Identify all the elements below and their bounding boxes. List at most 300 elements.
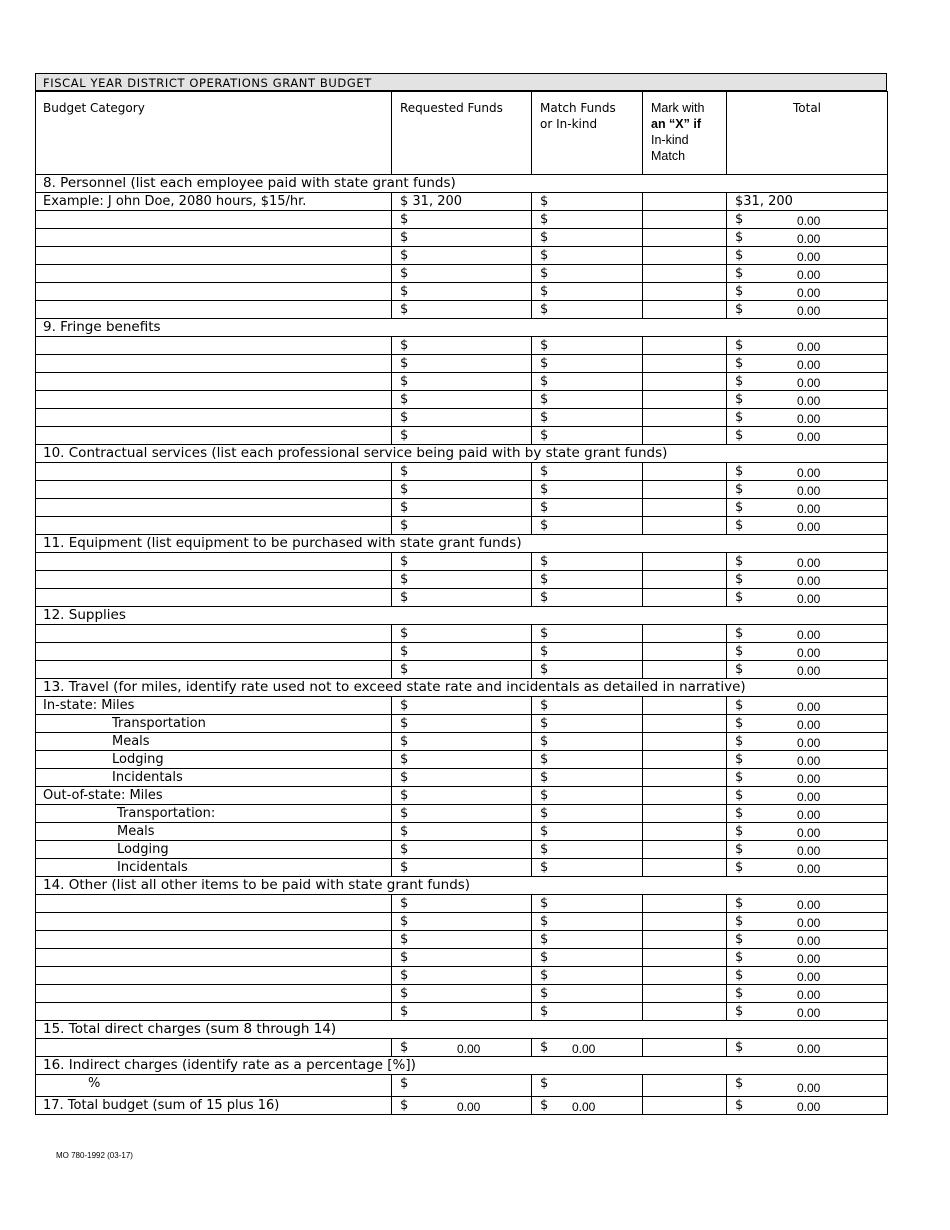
requested-funds-cell[interactable] [392,1097,532,1115]
inkind-mark-cell[interactable] [643,499,727,517]
item-description-cell[interactable] [36,589,392,607]
example-row [36,193,888,211]
budget-row [36,1039,888,1057]
currency-symbol: $ [400,230,409,245]
mark-header-line1: Mark with [651,101,705,115]
inkind-mark-cell[interactable] [643,211,727,229]
total-cell[interactable] [727,715,888,733]
requested-funds-cell[interactable] [392,967,532,985]
item-description-cell[interactable] [36,643,392,661]
match-funds-cell[interactable] [532,859,643,877]
requested-funds-cell[interactable] [392,841,532,859]
currency-symbol: $ [735,914,744,929]
total-cell[interactable] [727,661,888,679]
match-funds-cell[interactable] [532,805,643,823]
match-funds-cell[interactable] [532,1097,643,1115]
currency-symbol: $ [735,338,744,353]
total-cell[interactable] [727,1039,888,1057]
currency-symbol: $ [735,284,744,299]
currency-symbol: $ [735,968,744,983]
total-cell[interactable] [727,265,888,283]
inkind-mark-cell[interactable] [643,229,727,247]
currency-symbol: $ [400,266,409,281]
requested-funds-cell[interactable] [392,751,532,769]
budget-row [36,409,888,427]
currency-symbol: $ [735,1040,744,1055]
item-description-cell[interactable] [36,571,392,589]
inkind-mark-cell[interactable] [643,733,727,751]
currency-symbol: $ [540,572,549,587]
item-description-cell[interactable] [36,211,392,229]
item-description-cell[interactable] [36,661,392,679]
budget-row [36,337,888,355]
amount-value: 0.00 [797,376,821,390]
match-funds-cell[interactable] [532,967,643,985]
total-cell[interactable] [727,229,888,247]
currency-symbol: $ [540,986,549,1001]
item-description-cell[interactable] [36,265,392,283]
currency-symbol: $ [540,230,549,245]
total-cell[interactable] [727,805,888,823]
match-funds-cell[interactable] [532,931,643,949]
inkind-mark-cell[interactable] [643,823,727,841]
total-cell[interactable] [727,931,888,949]
currency-symbol: $ [540,896,549,911]
inkind-mark-cell[interactable] [643,373,727,391]
requested-funds-cell[interactable] [392,949,532,967]
item-label: In-state: Miles [36,697,392,715]
match-funds-cell[interactable] [532,1003,643,1021]
match-funds-cell[interactable] [532,247,643,265]
requested-funds-cell[interactable] [392,409,532,427]
match-funds-cell[interactable] [532,823,643,841]
match-funds-cell[interactable] [532,733,643,751]
currency-symbol: $ [540,698,549,713]
amount-value: 0.00 [797,394,821,408]
amount-value: 0.00 [797,214,821,228]
total-cell[interactable] [727,301,888,319]
match-funds-cell[interactable] [532,985,643,1003]
match-funds-cell[interactable] [532,337,643,355]
section-heading: 9. Fringe benefits [36,319,888,337]
inkind-mark-cell[interactable] [643,481,727,499]
inkind-mark-cell[interactable] [643,265,727,283]
inkind-mark-cell[interactable] [643,895,727,913]
inkind-mark-cell[interactable] [643,517,727,535]
total-cell[interactable] [727,1003,888,1021]
total-cell[interactable] [727,373,888,391]
currency-symbol: $ [400,914,409,929]
total-cell[interactable] [727,391,888,409]
match-funds-cell[interactable] [532,895,643,913]
amount-value: 0.00 [797,790,821,804]
requested-funds-cell[interactable] [392,787,532,805]
currency-symbol: $ [735,554,744,569]
match-funds-cell[interactable] [532,661,643,679]
amount-value: 0.00 [797,736,821,750]
inkind-mark-cell[interactable] [643,949,727,967]
total-cell[interactable] [727,211,888,229]
match-funds-cell[interactable] [532,715,643,733]
currency-symbol: $ [540,950,549,965]
item-description-cell[interactable] [36,337,392,355]
match-funds-cell[interactable] [532,283,643,301]
inkind-mark-cell[interactable] [643,985,727,1003]
total-cell[interactable] [727,589,888,607]
match-funds-cell[interactable] [532,1075,643,1097]
item-description-cell[interactable] [36,931,392,949]
item-description-cell[interactable] [36,985,392,1003]
budget-row [36,355,888,373]
total-cell[interactable] [727,571,888,589]
requested-funds-cell[interactable] [392,355,532,373]
match-funds-cell[interactable] [532,1039,643,1057]
match-funds-cell[interactable] [532,463,643,481]
currency-symbol: $ [540,338,549,353]
currency-symbol: $ [540,302,549,317]
inkind-mark-cell[interactable] [643,553,727,571]
total-cell[interactable] [727,553,888,571]
requested-funds-cell[interactable] [392,229,532,247]
match-funds-cell[interactable] [532,481,643,499]
item-description-cell[interactable] [36,553,392,571]
item-label: Transportation [36,715,392,733]
inkind-mark-cell[interactable] [643,715,727,733]
match-funds-cell[interactable] [532,643,643,661]
budget-row [36,841,888,859]
inkind-mark-cell[interactable] [643,661,727,679]
requested-funds-cell[interactable] [392,769,532,787]
currency-symbol: $ [540,914,549,929]
amount-value: 0.00 [797,754,821,768]
form-title: FISCAL YEAR DISTRICT OPERATIONS GRANT BUDGET [35,73,887,91]
budget-row [36,949,888,967]
item-description-cell[interactable] [36,913,392,931]
match-funds-cell[interactable] [532,427,643,445]
inkind-mark-cell[interactable] [643,427,727,445]
requested-funds-cell[interactable] [392,1075,532,1097]
item-description-cell[interactable] [36,355,392,373]
total-cell[interactable] [727,823,888,841]
amount-value: 0.00 [797,808,821,822]
currency-symbol: $ [540,716,549,731]
total-cell[interactable] [727,283,888,301]
total-cell[interactable] [727,913,888,931]
total-cell[interactable] [727,247,888,265]
currency-symbol: $ [540,518,549,533]
item-description-cell[interactable] [36,301,392,319]
requested-funds-cell[interactable] [392,625,532,643]
inkind-mark-cell[interactable] [643,301,727,319]
inkind-mark-cell[interactable] [643,571,727,589]
item-description-cell[interactable] [36,427,392,445]
requested-funds-cell[interactable] [392,931,532,949]
total-cell[interactable] [727,1075,888,1097]
item-description-cell[interactable] [36,499,392,517]
total-cell[interactable] [727,967,888,985]
requested-funds-cell[interactable] [392,517,532,535]
requested-funds-cell[interactable] [392,283,532,301]
requested-funds-cell[interactable] [392,571,532,589]
match-funds-cell[interactable] [532,499,643,517]
budget-row [36,229,888,247]
requested-funds-cell[interactable] [392,499,532,517]
item-description-cell[interactable] [36,247,392,265]
requested-funds-cell[interactable] [392,337,532,355]
item-description-cell[interactable] [36,229,392,247]
total-cell[interactable] [727,859,888,877]
requested-funds-cell[interactable] [392,697,532,715]
requested-funds-cell[interactable] [392,859,532,877]
requested-funds-cell[interactable] [392,643,532,661]
inkind-mark-cell[interactable] [643,1075,727,1097]
budget-row [36,211,888,229]
amount-value: 0.00 [797,934,821,948]
inkind-mark-cell[interactable] [643,913,727,931]
currency-symbol: $ [735,482,744,497]
inkind-mark-cell[interactable] [643,841,727,859]
match-funds-cell[interactable] [532,841,643,859]
inkind-mark-cell[interactable] [643,751,727,769]
total-cell[interactable] [727,517,888,535]
example-label: Example: J ohn Doe, 2080 hours, $15/hr. [36,193,392,211]
total-cell[interactable] [727,985,888,1003]
total-cell[interactable] [727,697,888,715]
item-label: Meals [36,823,392,841]
total-cell[interactable] [727,481,888,499]
amount-value: 0.00 [797,466,821,480]
currency-symbol: $ [400,482,409,497]
item-description-cell[interactable] [36,409,392,427]
total-cell[interactable] [727,949,888,967]
match-funds-cell[interactable] [532,571,643,589]
match-funds-cell[interactable] [532,751,643,769]
inkind-mark-cell[interactable] [643,355,727,373]
budget-row [36,481,888,499]
total-cell[interactable] [727,643,888,661]
requested-funds-cell[interactable] [392,661,532,679]
inkind-mark-cell[interactable] [643,463,727,481]
total-cell[interactable] [727,499,888,517]
item-label: Transportation: [36,805,392,823]
total-cell[interactable] [727,463,888,481]
total-cell[interactable] [727,841,888,859]
budget-row [36,931,888,949]
budget-row [36,301,888,319]
requested-funds-cell[interactable] [392,805,532,823]
requested-funds-cell[interactable] [392,895,532,913]
total-cell[interactable] [727,751,888,769]
inkind-mark-cell[interactable] [643,931,727,949]
match-funds-cell[interactable] [532,949,643,967]
inkind-mark-cell[interactable] [643,697,727,715]
match-funds-cell[interactable] [532,625,643,643]
currency-symbol: $ [400,338,409,353]
currency-symbol: $ [540,500,549,515]
amount-value: 0.00 [797,592,821,606]
budget-row [36,1097,888,1115]
total-cell[interactable] [727,409,888,427]
match-funds-cell[interactable] [532,265,643,283]
inkind-mark-cell[interactable] [643,283,727,301]
item-description-cell[interactable] [36,1039,392,1057]
amount-value: 0.00 [797,862,821,876]
inkind-mark-cell[interactable] [643,769,727,787]
item-description-cell[interactable] [36,463,392,481]
example-total-value: $31, 200 [735,194,793,209]
requested-funds-cell[interactable] [392,985,532,1003]
currency-symbol: $ [735,248,744,263]
amount-value: 0.00 [797,268,821,282]
inkind-mark-cell[interactable] [643,1097,727,1115]
currency-symbol: $ [540,266,549,281]
budget-row [36,463,888,481]
match-funds-cell[interactable] [532,391,643,409]
section-row [36,535,888,553]
requested-funds-cell[interactable] [392,715,532,733]
match-funds-cell[interactable] [532,301,643,319]
currency-symbol: $ [400,950,409,965]
item-description-cell[interactable] [36,625,392,643]
total-cell[interactable] [727,427,888,445]
total-cell[interactable] [727,1097,888,1115]
amount-value: 0.00 [797,286,821,300]
match-funds-cell[interactable] [532,769,643,787]
requested-funds-cell[interactable] [392,1039,532,1057]
match-funds-cell[interactable] [532,409,643,427]
mark-header-line3: In-kind [651,133,689,147]
currency-symbol: $ [540,824,549,839]
budget-row [36,391,888,409]
currency-symbol: $ [400,302,409,317]
requested-funds-cell[interactable] [392,373,532,391]
item-description-cell[interactable] [36,481,392,499]
example-requested-value: $ 31, 200 [400,194,463,209]
inkind-mark-cell[interactable] [643,787,727,805]
item-description-cell[interactable] [36,1003,392,1021]
currency-symbol: $ [400,572,409,587]
budget-row [36,589,888,607]
inkind-mark-cell[interactable] [643,805,727,823]
match-funds-cell[interactable] [532,913,643,931]
inkind-mark-cell[interactable] [643,391,727,409]
inkind-mark-cell[interactable] [643,859,727,877]
currency-symbol: $ [735,356,744,371]
example-mark [643,193,727,211]
currency-symbol: $ [400,968,409,983]
currency-symbol: $ [735,266,744,281]
match-funds-cell[interactable] [532,373,643,391]
section-heading: 10. Contractual services (list each professional service being paid with by state grant funds) [36,445,888,463]
item-description-cell[interactable] [36,283,392,301]
amount-value: 0.00 [797,484,821,498]
inkind-mark-cell[interactable] [643,1039,727,1057]
currency-symbol: $ [540,590,549,605]
requested-funds-cell[interactable] [392,427,532,445]
match-funds-cell[interactable] [532,229,643,247]
total-cell[interactable] [727,337,888,355]
item-label: Incidentals [36,859,392,877]
budget-form [35,73,887,1115]
match-funds-cell[interactable] [532,697,643,715]
currency-symbol: $ [735,824,744,839]
amount-value: 0.00 [797,556,821,570]
requested-funds-cell[interactable] [392,481,532,499]
match-funds-header [532,92,643,175]
match-funds-cell[interactable] [532,589,643,607]
section-heading: 12. Supplies [36,607,888,625]
inkind-mark-cell[interactable] [643,625,727,643]
total-cell[interactable] [727,895,888,913]
amount-value: 0.00 [797,520,821,534]
inkind-mark-cell[interactable] [643,247,727,265]
requested-funds-cell[interactable] [392,301,532,319]
budget-row [36,283,888,301]
item-description-cell[interactable] [36,391,392,409]
budget-row [36,913,888,931]
total-cell[interactable] [727,787,888,805]
requested-funds-cell[interactable] [392,1003,532,1021]
currency-symbol: $ [400,986,409,1001]
item-description-cell[interactable] [36,517,392,535]
match-funds-cell[interactable] [532,355,643,373]
item-description-cell[interactable] [36,949,392,967]
currency-symbol: $ [735,1004,744,1019]
requested-funds-cell[interactable] [392,211,532,229]
requested-funds-cell[interactable] [392,463,532,481]
total-cell[interactable] [727,355,888,373]
form-code: MO 780-1992 (03-17) [56,1151,133,1160]
inkind-mark-cell[interactable] [643,409,727,427]
total-cell[interactable] [727,733,888,751]
currency-symbol: $ [540,1040,549,1055]
requested-funds-cell[interactable] [392,247,532,265]
inkind-mark-cell[interactable] [643,337,727,355]
item-description-cell[interactable] [36,967,392,985]
requested-funds-cell[interactable] [392,589,532,607]
inkind-mark-cell[interactable] [643,643,727,661]
inkind-mark-cell[interactable] [643,1003,727,1021]
budget-row [36,517,888,535]
requested-funds-cell[interactable] [392,391,532,409]
requested-funds-cell[interactable] [392,265,532,283]
currency-symbol: $ [400,896,409,911]
currency-symbol: $ [400,554,409,569]
currency-symbol: $ [540,644,549,659]
currency-symbol: $ [735,302,744,317]
match-funds-cell[interactable] [532,553,643,571]
match-funds-cell[interactable] [532,787,643,805]
currency-symbol: $ [400,248,409,263]
match-funds-cell[interactable] [532,517,643,535]
currency-symbol: $ [735,860,744,875]
requested-funds-cell[interactable] [392,553,532,571]
requested-funds-cell[interactable] [392,733,532,751]
requested-funds-cell[interactable] [392,913,532,931]
currency-symbol: $ [400,356,409,371]
inkind-mark-cell[interactable] [643,967,727,985]
item-description-cell[interactable] [36,373,392,391]
item-description-cell[interactable] [36,895,392,913]
currency-symbol: $ [400,518,409,533]
currency-symbol: $ [400,842,409,857]
budget-row [36,787,888,805]
total-cell[interactable] [727,769,888,787]
requested-funds-cell[interactable] [392,823,532,841]
total-cell[interactable] [727,625,888,643]
inkind-mark-cell[interactable] [643,589,727,607]
match-funds-cell[interactable] [532,211,643,229]
